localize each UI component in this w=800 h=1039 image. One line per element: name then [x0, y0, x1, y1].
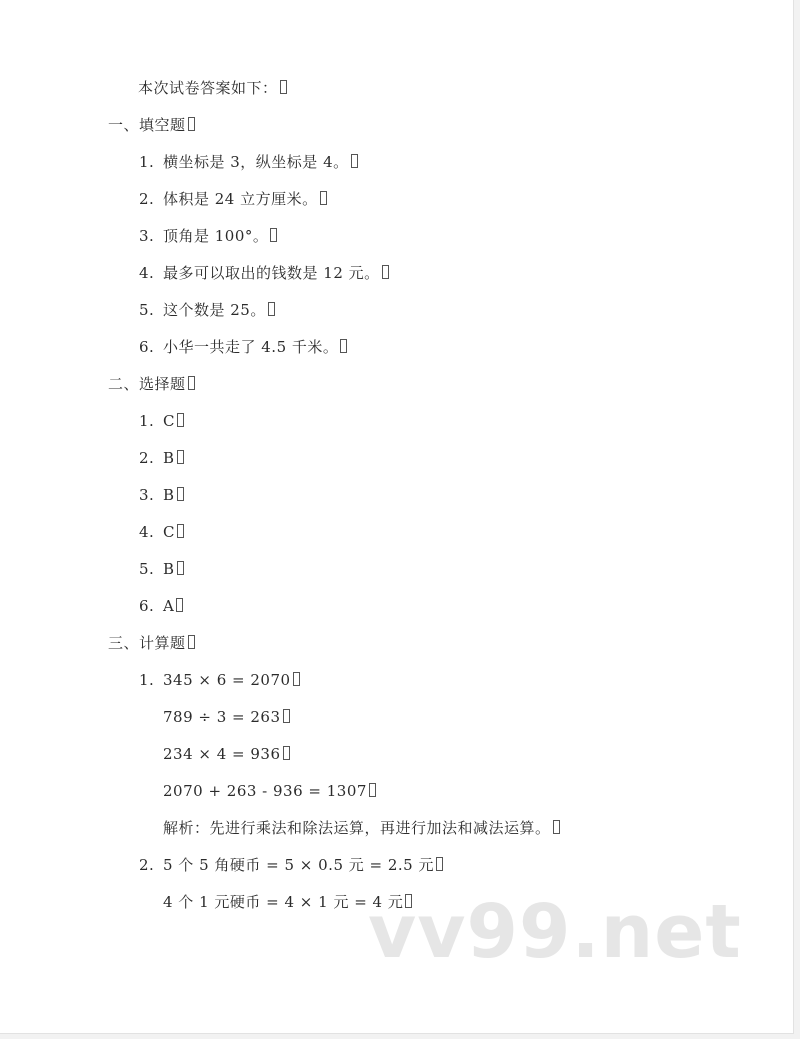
list-item: 2. 体积是 24 立方厘米。: [139, 189, 327, 209]
section-title-calculation: 三、计算题: [108, 633, 195, 653]
list-item: 1. 345 × 6 = 2070: [139, 670, 300, 690]
paragraph-mark-icon: [382, 265, 389, 279]
paragraph-mark-icon: [177, 487, 184, 501]
section-title-multiple-choice: 二、选择题: [108, 374, 195, 394]
explanation-line: 解析：先进行乘法和除法运算，再进行加法和减法运算。: [163, 818, 560, 838]
paragraph-mark-icon: [283, 746, 290, 760]
paragraph-mark-icon: [268, 302, 275, 316]
list-item: 5. B: [139, 559, 184, 579]
paragraph-mark-icon: [177, 413, 184, 427]
paragraph-mark-icon: [280, 80, 287, 94]
paragraph-mark-icon: [293, 672, 300, 686]
list-item: 2. 5 个 5 角硬币 = 5 × 0.5 元 = 2.5 元: [139, 855, 443, 875]
calculation-line: 234 × 4 = 936: [163, 744, 290, 764]
intro-line: 本次试卷答案如下：: [138, 78, 287, 98]
paragraph-mark-icon: [188, 635, 195, 649]
paragraph-mark-icon: [176, 598, 183, 612]
list-item: 1. C: [139, 411, 184, 431]
paragraph-mark-icon: [177, 561, 184, 575]
paragraph-mark-icon: [436, 857, 443, 871]
paragraph-mark-icon: [351, 154, 358, 168]
list-item: 3. 顶角是 100°。: [139, 226, 277, 246]
paragraph-mark-icon: [369, 783, 376, 797]
paragraph-mark-icon: [177, 524, 184, 538]
list-item: 6. A: [139, 596, 183, 616]
paragraph-mark-icon: [283, 709, 290, 723]
list-item: 1. 横坐标是 3，纵坐标是 4。: [139, 152, 358, 172]
list-item: 4. 最多可以取出的钱数是 12 元。: [139, 263, 389, 283]
paragraph-mark-icon: [177, 450, 184, 464]
calculation-line: 4 个 1 元硬币 = 4 × 1 元 = 4 元: [163, 892, 412, 912]
paragraph-mark-icon: [553, 820, 560, 834]
list-item: 5. 这个数是 25。: [139, 300, 275, 320]
calculation-line: 789 ÷ 3 = 263: [163, 707, 290, 727]
paragraph-mark-icon: [188, 117, 195, 131]
list-item: 2. B: [139, 448, 184, 468]
paragraph-mark-icon: [340, 339, 347, 353]
list-item: 3. B: [139, 485, 184, 505]
paragraph-mark-icon: [270, 228, 277, 242]
paragraph-mark-icon: [188, 376, 195, 390]
list-item: 6. 小华一共走了 4.5 千米。: [139, 337, 347, 357]
calculation-line: 2070 + 263 - 936 = 1307: [163, 781, 376, 801]
section-title-fill-blank: 一、填空题: [108, 115, 195, 135]
watermark: vv99.net: [368, 889, 742, 975]
list-item: 4. C: [139, 522, 184, 542]
paragraph-mark-icon: [320, 191, 327, 205]
